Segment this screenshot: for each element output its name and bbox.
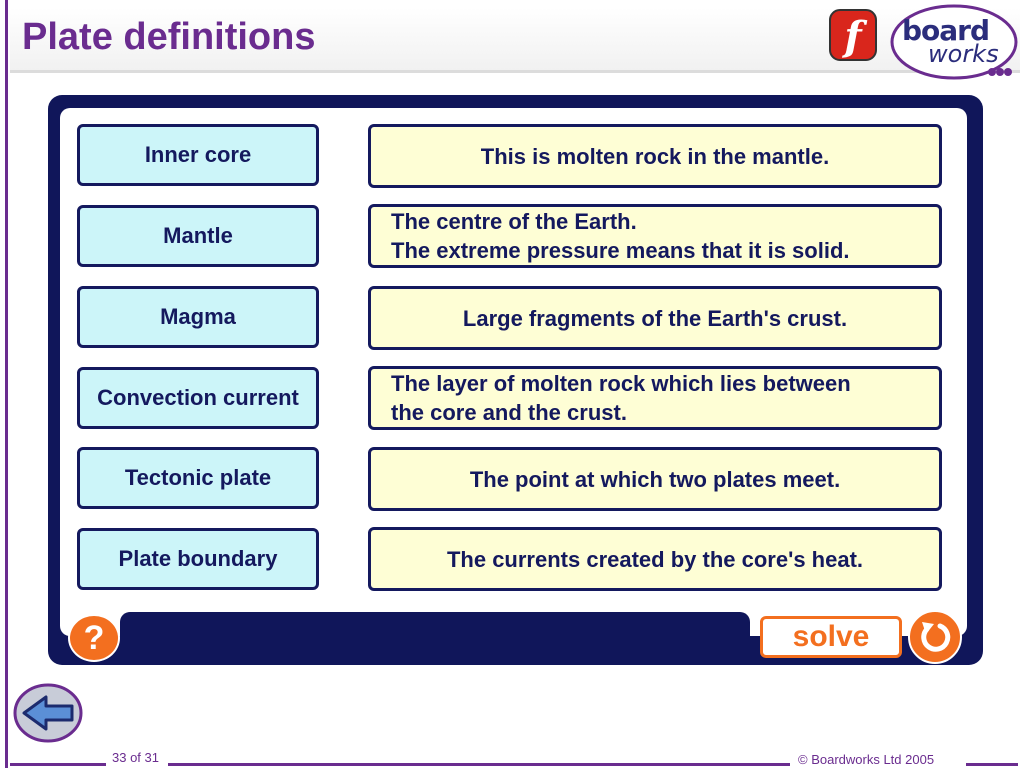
help-icon: ? — [83, 618, 105, 657]
definition-card[interactable]: The layer of molten rock which lies between the core and the crust. — [368, 366, 942, 430]
definition-card[interactable]: The currents created by the core's heat. — [368, 527, 942, 591]
back-arrow-icon[interactable] — [12, 682, 84, 744]
panel-bottom-bar — [120, 612, 750, 642]
reset-button[interactable] — [908, 610, 962, 664]
svg-text:f: f — [844, 13, 862, 60]
page-title: Plate definitions — [22, 16, 316, 58]
term-card[interactable]: Mantle — [77, 205, 319, 267]
term-card[interactable]: Tectonic plate — [77, 447, 319, 509]
flash-icon — [828, 8, 878, 62]
definition-card[interactable]: This is molten rock in the mantle. — [368, 124, 942, 188]
left-rule — [5, 0, 8, 768]
footer-line-right — [966, 763, 1018, 766]
footer-line-left — [10, 763, 106, 766]
term-card[interactable]: Convection current — [77, 367, 319, 429]
term-card[interactable]: Plate boundary — [77, 528, 319, 590]
term-card[interactable]: Magma — [77, 286, 319, 348]
footer-line-middle — [168, 763, 790, 766]
definition-card[interactable]: Large fragments of the Earth's crust. — [368, 286, 942, 350]
logo-word-board: board — [902, 14, 990, 47]
definition-card[interactable]: The point at which two plates meet. — [368, 447, 942, 511]
copyright-text: © Boardworks Ltd 2005 — [798, 752, 935, 767]
term-card[interactable]: Inner core — [77, 124, 319, 186]
logo-word-works: works — [928, 40, 999, 68]
solve-button[interactable]: solve — [760, 616, 902, 658]
reset-icon — [910, 612, 960, 662]
page-number: 33 of 31 — [112, 750, 159, 765]
help-button[interactable] — [68, 614, 120, 662]
definition-card[interactable]: The centre of the Earth. The extreme pressure means that it is solid. — [368, 204, 942, 268]
